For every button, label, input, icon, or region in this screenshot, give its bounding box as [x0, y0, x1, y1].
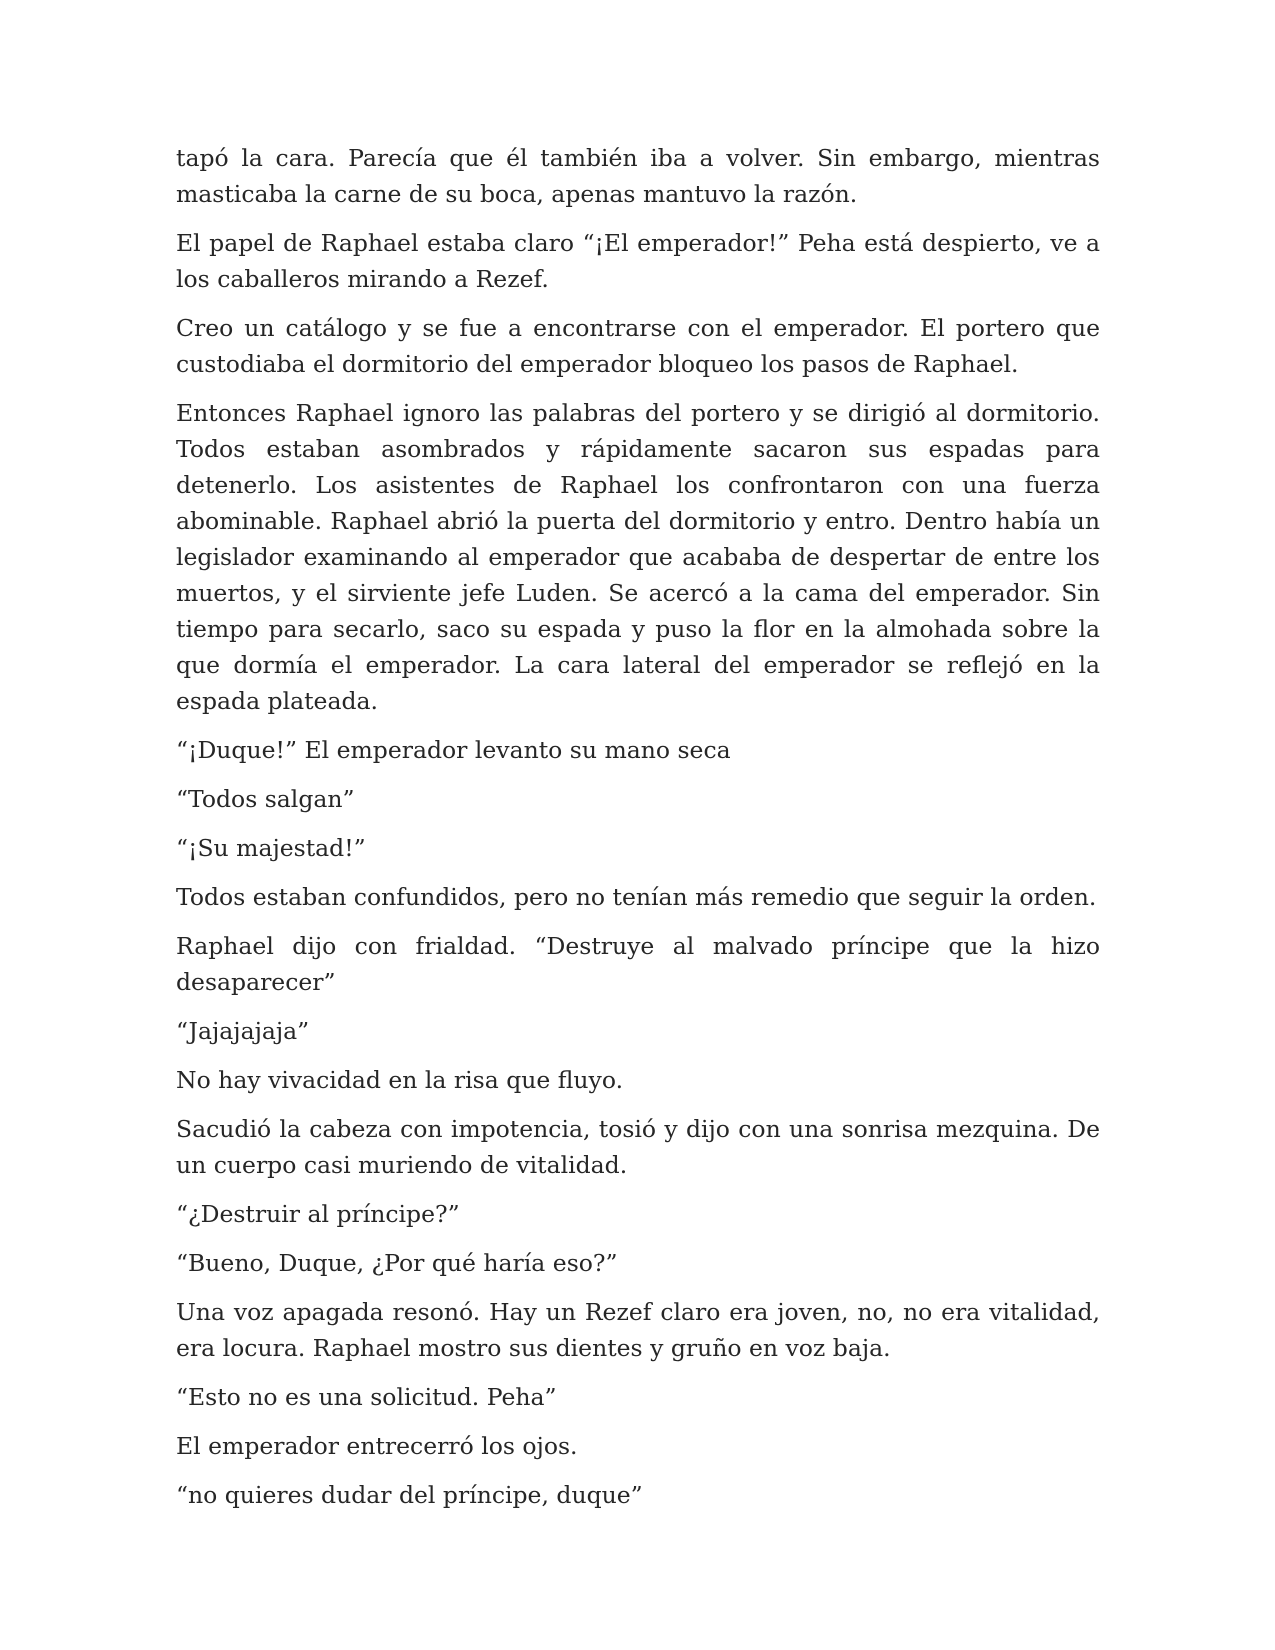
paragraph: “¿Destruir al príncipe?” — [176, 1200, 460, 1228]
paragraph: Creo un catálogo y se fue a encontrarse con el emperador. El portero que custodiaba el dormitorio del emperador bloqueo los pasos de Raphael. — [176, 314, 1100, 378]
paragraph: “Esto no es una solicitud. Peha” — [176, 1383, 557, 1411]
paragraph: Sacudió la cabeza con impotencia, tosió y dijo con una sonrisa mezquina. De un cuerpo casi muriendo de vitalidad. — [176, 1115, 1100, 1179]
paragraph: “¡Duque!” El emperador levanto su mano seca — [176, 736, 731, 764]
paragraph: El emperador entrecerró los ojos. — [176, 1432, 578, 1460]
paragraph: “Todos salgan” — [176, 785, 355, 813]
paragraph: “no quieres dudar del príncipe, duque” — [176, 1481, 643, 1509]
paragraph: “Jajajajaja” — [176, 1017, 310, 1045]
paragraph: Entonces Raphael ignoro las palabras del portero y se dirigió al dormitorio. Todos estaban asombrados y rápidamente sacaron sus espadas para detenerlo. Los asistentes de Raphael los confrontaron con una fuerza abominable. Raphael abrió la puerta del dormitorio y entro. Dentro había un legislador examinando al emperador que acababa de despertar de entre los muertos, y el sirviente jefe Luden. Se acercó a la cama del emperador. Sin tiempo para secarlo, saco su espada y puso la flor en la almohada sobre la que dormía el emperador. La cara lateral del emperador se reflejó en la espada plateada. — [176, 399, 1100, 715]
paragraph: “Bueno, Duque, ¿Por qué haría eso?” — [176, 1249, 618, 1277]
paragraph: No hay vivacidad en la risa que fluyo. — [176, 1066, 624, 1094]
document-page — [176, 140, 1100, 1526]
paragraph: Todos estaban confundidos, pero no tenían más remedio que seguir la orden. — [176, 883, 1097, 911]
paragraph: Raphael dijo con frialdad. “Destruye al malvado príncipe que la hizo desaparecer” — [176, 932, 1100, 996]
paragraph: Una voz apagada resonó. Hay un Rezef claro era joven, no, no era vitalidad, era locura. Raphael mostro sus dientes y gruño en voz baja. — [176, 1298, 1100, 1362]
paragraph: El papel de Raphael estaba claro “¡El emperador!” Peha está despierto, ve a los caballeros mirando a Rezef. — [176, 229, 1100, 293]
paragraph: tapó la cara. Parecía que él también iba a volver. Sin embargo, mientras masticaba la carne de su boca, apenas mantuvo la razón. — [176, 144, 1100, 208]
paragraph: “¡Su majestad!” — [176, 834, 366, 862]
